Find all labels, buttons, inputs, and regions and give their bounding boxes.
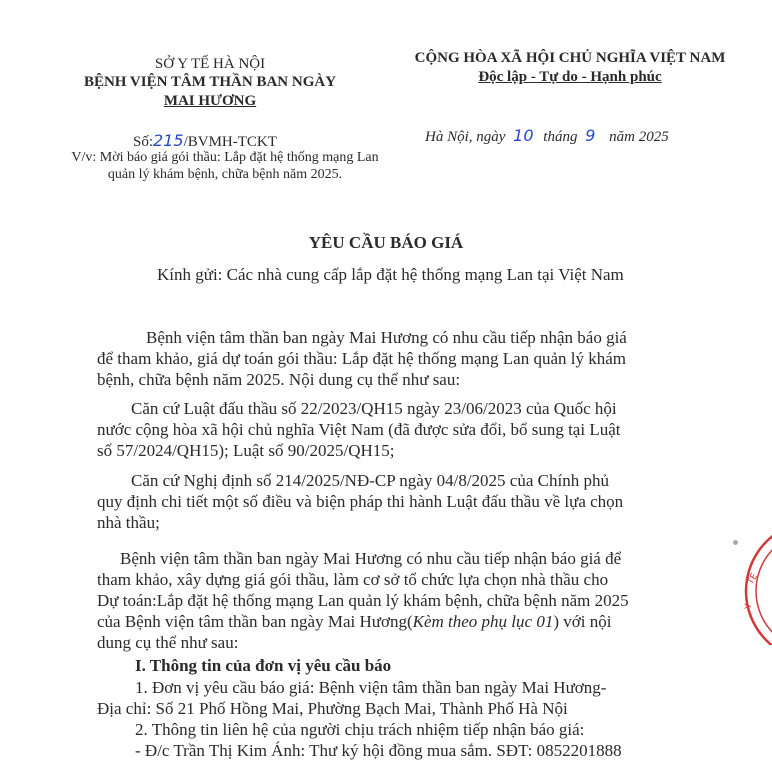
country-name: CỘNG HÒA XÃ HỘI CHỦ NGHĨA VIỆT NAM [414,50,726,66]
subject-line1: V/v: Mời báo giá gói thầu: Lắp đặt hệ thống mạng Lan [71,150,379,165]
document-title: YÊU CẦU BÁO GIÁ [308,233,464,252]
scan-mark [733,540,738,545]
section1-item1-line2: Địa chỉ: Số 21 Phố Hồng Mai, Phường Bạch Mai, Thành Phố Hà Nội [97,699,568,718]
date-place: Hà Nội, ngày [425,129,506,145]
p3-line2: quy định chi tiết một số điều và biện pháp thi hành Luật đấu thầu về lựa chọn [97,492,624,511]
p2-line1: Căn cứ Luật đấu thầu số 22/2023/QH15 ngày 23/06/2023 của Quốc hội [131,399,617,418]
p3-line3: nhà thầu; [97,513,160,532]
handwritten-month: 9 [585,126,596,145]
p2-line3: số 57/2024/QH15); Luật số 90/2025/QH15; [97,441,395,460]
p4-line3: Dự toán:Lắp đặt hệ thống mạng Lan quản lý khám bệnh, chữa bệnh năm 2025 [97,591,629,610]
svg-text:TẾ: TẾ [745,571,761,587]
p1-line1: Bệnh viện tâm thần ban ngày Mai Hương có nhu cầu tiếp nhận báo giá [146,328,627,347]
section1-heading: I. Thông tin của đơn vị yêu cầu báo [135,656,392,675]
p4-line4 [97,611,611,632]
official-stamp [738,535,772,645]
hospital-name-line2: MAI HƯƠNG [163,93,257,109]
p1-line3: bệnh, chữa bệnh năm 2025. Nội dung cụ thể như sau: [97,370,461,389]
p4-line1: Bệnh viện tâm thần ban ngày Mai Hương có nhu cầu tiếp nhận báo giá để [120,549,622,568]
subject-line2: quản lý khám bệnh, chữa bệnh năm 2025. [107,167,343,182]
year-label: năm 2025 [609,129,669,145]
hospital-name-line1: BỆNH VIỆN TÂM THẦN BAN NGÀY [83,74,337,90]
p4-line5: dung cụ thể như sau: [97,633,239,652]
p3-line1: Căn cứ Nghị định số 214/2025/NĐ-CP ngày 04/8/2025 của Chính phủ [131,471,609,490]
recipient-line: Kính gửi: Các nhà cung cấp lắp đặt hệ thống mạng Lan tại Việt Nam [157,265,624,284]
document-date [425,126,669,146]
p4-line2: tham khảo, xây dựng giá gói thầu, làm cơ sở tổ chức lựa chọn nhà thầu cho [97,570,609,589]
section1-item2: 2. Thông tin liên hệ của người chịu trách nhiệm tiếp nhận báo giá: [135,720,585,739]
month-label: tháng [543,129,578,145]
svg-text:Y: Y [744,603,754,609]
section1-contact: - Đ/c Trần Thị Kim Ánh: Thư ký hội đồng mua sắm. SĐT: 0852201888 [135,741,622,760]
p1-line2: để tham khảo, giá dự toán gói thầu: Lắp đặt hệ thống mạng Lan quản lý khám [97,349,627,368]
handwritten-number: 215 [153,131,184,150]
dept-name: SỞ Y TẾ HÀ NỘI [154,56,266,72]
number-prefix: Số: [133,134,154,150]
document-number [133,131,277,151]
p2-line2: nước cộng hòa xã hội chủ nghĩa Việt Nam (đã được sửa đổi, bổ sung tại Luật [97,420,621,439]
p4-line4-start: của Bệnh viện tâm thần ban ngày Mai Hương( [97,612,413,631]
number-suffix: /BVMH-TCKT [183,134,277,150]
appendix-reference: Kèm theo phụ lục 01 [412,612,554,631]
p4-line4-end: ) với nội [553,612,612,631]
section1-item1-line1: 1. Đơn vị yêu cầu báo giá: Bệnh viện tâm thần ban ngày Mai Hương- [135,678,607,697]
handwritten-day: 10 [513,126,534,145]
national-motto: Độc lập - Tự do - Hạnh phúc [478,69,662,85]
